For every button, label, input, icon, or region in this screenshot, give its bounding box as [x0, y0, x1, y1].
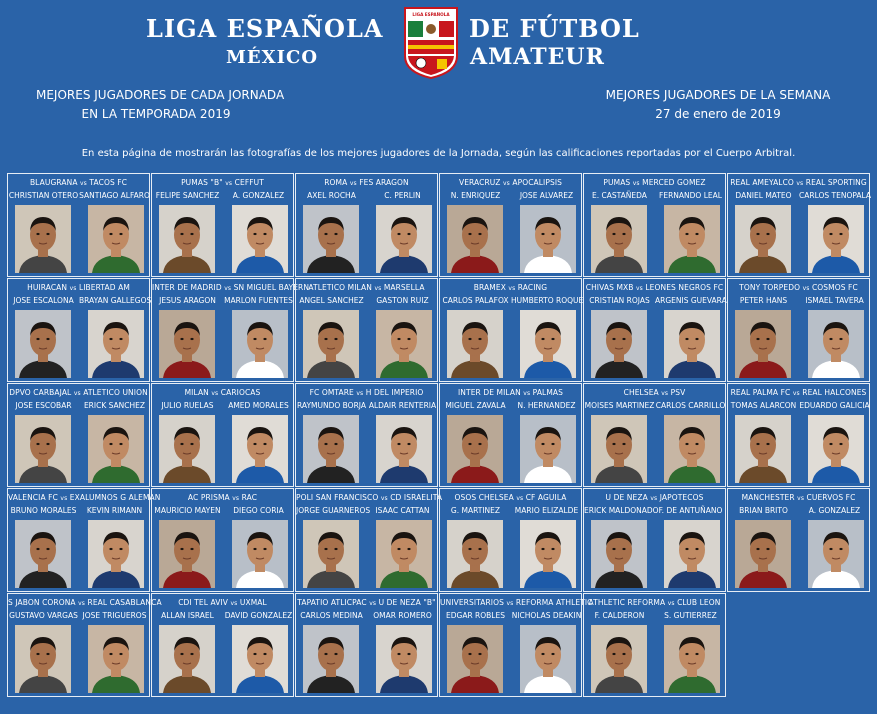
- vs-label: vs: [380, 495, 388, 502]
- player-name: ALDAIR RENTERIA: [368, 401, 437, 410]
- away-team: REAL CASABLANCA: [87, 598, 162, 607]
- vs-label: vs: [506, 600, 514, 607]
- right-heading-line-2: 27 de enero de 2019: [655, 107, 781, 121]
- match-title: [296, 493, 443, 502]
- home-team: BLAUGRANA: [29, 178, 78, 187]
- player-photo: [591, 520, 647, 588]
- player-photo: [232, 205, 288, 273]
- vs-label: vs: [516, 495, 524, 502]
- match-card: [727, 173, 870, 277]
- player-photo: [303, 205, 359, 273]
- player-name: ARGENIS GUEVARA: [655, 296, 727, 305]
- player-photo: [303, 310, 359, 378]
- player-photo: [447, 520, 503, 588]
- player-photo: [664, 520, 720, 588]
- away-team: PALMAS: [532, 388, 563, 397]
- player-photo: [88, 625, 144, 693]
- vs-label: vs: [802, 285, 810, 292]
- home-team: VALENCIA FC: [8, 493, 58, 502]
- player-photo: [735, 310, 791, 378]
- match-title: [584, 178, 725, 187]
- home-team: UNIVERSITARIOS: [440, 598, 504, 607]
- away-team: LIBERTAD AM: [78, 283, 130, 292]
- vs-label: vs: [650, 495, 658, 502]
- player-photo: [232, 415, 288, 483]
- match-title: [152, 283, 310, 292]
- match-card: [583, 173, 726, 277]
- left-heading-line-2: EN LA TEMPORADA 2019: [81, 107, 231, 121]
- player-name: CARLOS TENOPALA: [799, 191, 872, 200]
- match-title: [728, 283, 869, 292]
- player-name: JOSE ESCOBAR: [15, 401, 72, 410]
- player-name: JESUS ARAGON: [159, 296, 216, 305]
- match-title: [584, 598, 725, 607]
- player-name: FERNANDO LEAL: [659, 191, 722, 200]
- match-card: [583, 383, 726, 487]
- player-photo: [664, 310, 720, 378]
- player-name: BRIAN BRITO: [739, 506, 788, 515]
- vs-label: vs: [792, 390, 800, 397]
- player-name: FELIPE SANCHEZ: [155, 191, 220, 200]
- player-photo: [15, 415, 71, 483]
- vs-label: vs: [225, 180, 233, 187]
- match-title: [152, 598, 293, 607]
- away-team: UXMAL: [239, 598, 267, 607]
- player-name: GASTON RUIZ: [376, 296, 429, 305]
- player-name: KEVIN RIMANN: [86, 506, 143, 515]
- player-photo: [159, 625, 215, 693]
- match-card: [727, 488, 870, 592]
- away-team: JAPOTECOS: [659, 493, 704, 502]
- vs-label: vs: [356, 390, 364, 397]
- match-card: [295, 278, 438, 382]
- away-team: U DE NEZA "B": [378, 598, 436, 607]
- site-header: [0, 0, 877, 86]
- player-photo: [15, 310, 71, 378]
- player-name: G. MARTINEZ: [450, 506, 501, 515]
- player-name: CRISTIAN ROJAS: [589, 296, 650, 305]
- match-card: [151, 278, 310, 382]
- player-photo: [591, 415, 647, 483]
- match-title: [728, 388, 869, 397]
- player-name: ERICK MALDONADO: [584, 506, 659, 515]
- player-photo: [520, 205, 576, 273]
- player-name: C. PERLIN: [384, 191, 421, 200]
- player-photo: [88, 205, 144, 273]
- away-team: CEFFUT: [234, 178, 264, 187]
- player-name: MIGUEL ZAVALA: [445, 401, 506, 410]
- player-name: ERICK SANCHEZ: [83, 401, 146, 410]
- player-photo: [808, 205, 864, 273]
- player-name: ISMAEL TAVERA: [805, 296, 864, 305]
- vs-label: vs: [78, 600, 86, 607]
- match-card: [583, 488, 726, 592]
- player-name: JORGE GUARNEROS: [296, 506, 371, 515]
- match-title: [440, 598, 593, 607]
- match-title: [296, 283, 437, 292]
- crest-text: LIGA ESPAÑOLA: [412, 12, 450, 17]
- player-name: CARLOS MEDINA: [300, 611, 363, 620]
- player-photo: [735, 520, 791, 588]
- home-team: CHELSEA: [623, 388, 659, 397]
- player-photo: [232, 625, 288, 693]
- player-name: AMED MORALES: [228, 401, 289, 410]
- vs-label: vs: [502, 180, 510, 187]
- player-name: DIEGO CORIA: [233, 506, 284, 515]
- player-name: SANTIAGO ALFARO: [79, 191, 150, 200]
- match-title: [152, 388, 293, 397]
- vs-label: vs: [636, 285, 643, 292]
- player-photo: [376, 625, 432, 693]
- away-team: CD ISRAELITA: [390, 493, 443, 502]
- vs-label: vs: [230, 600, 238, 607]
- away-team: MARSELLA: [383, 283, 425, 292]
- match-card: [151, 488, 294, 592]
- match-title: [8, 178, 149, 187]
- away-team: MERCED GOMEZ: [642, 178, 706, 187]
- home-team: OSOS CHELSEA: [454, 493, 514, 502]
- vs-label: vs: [667, 600, 675, 607]
- player-name: F. DE ANTUÑANO: [658, 506, 723, 515]
- away-team: RAC: [241, 493, 258, 502]
- home-team: VERACRUZ: [458, 178, 501, 187]
- player-name: JOSE ALVAREZ: [519, 191, 574, 200]
- match-card: [151, 173, 294, 277]
- player-name: CARLOS PALAFOX: [442, 296, 509, 305]
- match-title: [584, 493, 725, 502]
- player-name: EDGAR ROBLES: [446, 611, 505, 620]
- player-photo: [808, 520, 864, 588]
- vs-label: vs: [374, 285, 382, 292]
- home-team: DPVO CARBAJAL: [9, 388, 72, 397]
- player-photo: [808, 310, 864, 378]
- vs-label: vs: [349, 180, 357, 187]
- left-heading-line-1: MEJORES JUGADORES DE CADA JORNADA: [36, 88, 285, 102]
- player-name: AXEL ROCHA: [307, 191, 356, 200]
- match-card: [7, 488, 161, 592]
- away-team: TACOS FC: [89, 178, 128, 187]
- home-team: S JABON CORONA: [8, 598, 76, 607]
- vs-label: vs: [73, 390, 81, 397]
- home-team: AC PRISMA: [187, 493, 230, 502]
- away-team: CF AGUILA: [525, 493, 567, 502]
- player-photo: [664, 415, 720, 483]
- player-photo: [520, 310, 576, 378]
- match-card: [7, 383, 150, 487]
- away-team: CUERVOS FC: [806, 493, 856, 502]
- match-title: [296, 598, 437, 607]
- match-title: [440, 283, 581, 292]
- match-card: [295, 593, 438, 697]
- vs-label: vs: [224, 285, 232, 292]
- match-card: [439, 593, 593, 697]
- match-card: [151, 383, 294, 487]
- player-photo: [808, 415, 864, 483]
- match-card: [439, 173, 582, 277]
- player-photo: [735, 415, 791, 483]
- match-card: [727, 383, 870, 487]
- player-photo: [88, 415, 144, 483]
- home-team: TAPATIO ATLICPAC: [297, 598, 367, 607]
- player-name: DANIEL MATEO: [735, 191, 792, 200]
- player-name: TOMAS ALARCON: [730, 401, 797, 410]
- away-team: APOCALIPSIS: [512, 178, 563, 187]
- vs-label: vs: [797, 495, 805, 502]
- match-card: [7, 278, 150, 382]
- away-team: REAL HALCONES: [802, 388, 867, 397]
- player-name: JOSE TRIGUEROS: [82, 611, 147, 620]
- player-name: ALLAN ISRAEL: [161, 611, 214, 620]
- match-title: [584, 388, 725, 397]
- player-photo: [447, 205, 503, 273]
- player-name: ISAAC CATTAN: [375, 506, 430, 515]
- right-heading-line-1: MEJORES JUGADORES DE LA SEMANA: [605, 88, 831, 102]
- match-card: [583, 593, 726, 697]
- vs-label: vs: [232, 495, 240, 502]
- match-title: [440, 388, 581, 397]
- away-team: REFORMA ATHLETIC: [515, 598, 593, 607]
- player-photo: [447, 625, 503, 693]
- match-title: [440, 178, 581, 187]
- vs-label: vs: [523, 390, 531, 397]
- player-photo: [88, 520, 144, 588]
- player-name: A. GONZALEZ: [232, 191, 285, 200]
- home-team: MANCHESTER: [741, 493, 795, 502]
- home-team: ROMA: [324, 178, 348, 187]
- player-photo: [15, 625, 71, 693]
- player-photo: [376, 205, 432, 273]
- match-card: [295, 383, 438, 487]
- match-card: [727, 278, 870, 382]
- player-photo: [520, 625, 576, 693]
- player-name: OMAR ROMERO: [373, 611, 432, 620]
- player-photo: [159, 520, 215, 588]
- player-name: N. ENRIQUEZ: [450, 191, 501, 200]
- intro-text: En esta página de mostrarán las fotografías de los mejores jugadores de la Jornada, según las calificaciones reportadas por el Cuerpo Arbitral.: [81, 148, 796, 159]
- player-photo: [591, 310, 647, 378]
- home-team: POLI SAN FRANCISCO: [296, 493, 379, 502]
- home-team: REAL PALMA FC: [730, 388, 791, 397]
- player-name: A. GONZALEZ: [808, 506, 861, 515]
- home-team: INTER DE MADRID: [152, 283, 222, 292]
- player-name: S. GUTIERREZ: [664, 611, 717, 620]
- match-title: [8, 388, 149, 397]
- subtitle-right: AMATEUR: [470, 44, 605, 70]
- player-photo: [232, 310, 288, 378]
- home-team: FC OMTARE: [309, 388, 354, 397]
- player-photo: [15, 520, 71, 588]
- match-title: [8, 598, 162, 607]
- home-team: ATHLETIC REFORMA: [588, 598, 666, 607]
- player-name: JOSE ESCALONA: [13, 296, 74, 305]
- player-name: F. CALDERON: [594, 611, 645, 620]
- subtitle-left: MÉXICO: [226, 47, 319, 68]
- away-team: COSMOS FC: [811, 283, 858, 292]
- vs-label: vs: [661, 390, 669, 397]
- home-team: PUMAS "B": [181, 178, 223, 187]
- player-photo: [520, 520, 576, 588]
- player-name: N. HERNANDEZ: [517, 401, 576, 410]
- home-team: U DE NEZA: [605, 493, 648, 502]
- match-title: [440, 493, 581, 502]
- match-title: [296, 388, 437, 397]
- player-name: GUSTAVO VARGAS: [9, 611, 78, 620]
- player-name: DAVID GONZALEZ: [224, 611, 293, 620]
- away-team: EXALUMNOS G ALEMAN: [69, 493, 161, 502]
- away-team: LEONES NEGROS FC: [645, 283, 724, 292]
- player-photo: [303, 625, 359, 693]
- match-title: [728, 178, 869, 187]
- player-name: PETER HANS: [739, 296, 788, 305]
- player-photo: [447, 415, 503, 483]
- vs-label: vs: [211, 390, 219, 397]
- home-team: TONY TORPEDO: [739, 283, 801, 292]
- home-team: REAL AMEYALCO: [730, 178, 794, 187]
- away-team: SN MIGUEL BAYERN: [233, 283, 310, 292]
- home-team: PUMAS: [603, 178, 631, 187]
- vs-label: vs: [369, 600, 377, 607]
- away-team: RACING: [517, 283, 548, 292]
- player-photo: [15, 205, 71, 273]
- player-name: MARIO ELIZALDE: [514, 506, 579, 515]
- player-photo: [88, 310, 144, 378]
- home-team: CHIVAS MXB: [585, 283, 634, 292]
- vs-label: vs: [80, 180, 87, 187]
- player-photo: [664, 625, 720, 693]
- player-photo: [376, 415, 432, 483]
- player-name: NICHOLAS DEAKIN: [511, 611, 582, 620]
- player-name: CHRISTIAN OTERO: [8, 191, 79, 200]
- match-title: [152, 493, 293, 502]
- player-photo: [303, 520, 359, 588]
- player-name: EDUARDO GALICIA: [799, 401, 870, 410]
- match-title: [584, 283, 725, 292]
- away-team: ATLETICO UNION: [83, 388, 148, 397]
- player-name: BRAYAN GALLEGOS: [79, 296, 152, 305]
- player-photo: [591, 625, 647, 693]
- players-grid: [7, 173, 871, 699]
- match-card: [7, 173, 150, 277]
- player-name: CARLOS CARRILLO: [655, 401, 726, 410]
- vs-label: vs: [796, 180, 804, 187]
- away-team: CLUB LEON: [677, 598, 721, 607]
- match-title: [728, 493, 869, 502]
- player-photo: [735, 205, 791, 273]
- away-team: PSV: [670, 388, 686, 397]
- title-right: DE FÚTBOL: [469, 14, 640, 43]
- match-title: [8, 493, 161, 502]
- title-left: LIGA ESPAÑOLA: [146, 14, 384, 43]
- player-photo: [520, 415, 576, 483]
- player-photo: [376, 520, 432, 588]
- home-team: MILAN: [184, 388, 209, 397]
- player-photo: [447, 310, 503, 378]
- player-photo: [159, 205, 215, 273]
- vs-label: vs: [69, 285, 77, 292]
- away-team: CARIOCAS: [220, 388, 261, 397]
- away-team: FES ARAGON: [359, 178, 409, 187]
- player-photo: [664, 205, 720, 273]
- match-card: [583, 278, 726, 382]
- player-name: ANGEL SANCHEZ: [299, 296, 364, 305]
- match-card: [295, 488, 443, 592]
- home-team: HUIRACAN: [27, 283, 68, 292]
- match-card: [295, 173, 438, 277]
- match-card: [439, 383, 582, 487]
- match-card: [151, 593, 294, 697]
- home-team: INTER DE MILAN: [458, 388, 521, 397]
- away-team: REAL SPORTING: [805, 178, 867, 187]
- player-photo: [591, 205, 647, 273]
- player-name: BRUNO MORALES: [10, 506, 77, 515]
- match-title: [8, 283, 149, 292]
- player-name: JULIO RUELAS: [161, 401, 214, 410]
- player-name: HUMBERTO ROQUE: [511, 296, 584, 305]
- vs-label: vs: [60, 495, 68, 502]
- player-name: MAURICIO MAYEN: [154, 506, 221, 515]
- crest-subtext: MÉXICO: [424, 36, 438, 40]
- home-team: CDI TEL AVIV: [178, 598, 229, 607]
- home-team: BRAMEX: [473, 283, 506, 292]
- match-title: [152, 178, 293, 187]
- player-name: RAYMUNDO BORJA: [296, 401, 366, 410]
- player-name: E. CASTAÑEDA: [592, 191, 647, 200]
- player-photo: [303, 415, 359, 483]
- player-photo: [159, 310, 215, 378]
- home-team: ATLETICO MILAN: [308, 283, 372, 292]
- player-photo: [159, 415, 215, 483]
- player-name: MARLON FUENTES: [224, 296, 293, 305]
- player-name: MOISES MARTINEZ: [584, 401, 655, 410]
- away-team: H DEL IMPERIO: [365, 388, 424, 397]
- match-card: [439, 488, 582, 592]
- match-card: [7, 593, 162, 697]
- vs-label: vs: [508, 285, 516, 292]
- match-title: [296, 178, 437, 187]
- match-card: [439, 278, 582, 382]
- league-crest-logo: [403, 6, 459, 80]
- player-photo: [232, 520, 288, 588]
- vs-label: vs: [632, 180, 640, 187]
- player-photo: [376, 310, 432, 378]
